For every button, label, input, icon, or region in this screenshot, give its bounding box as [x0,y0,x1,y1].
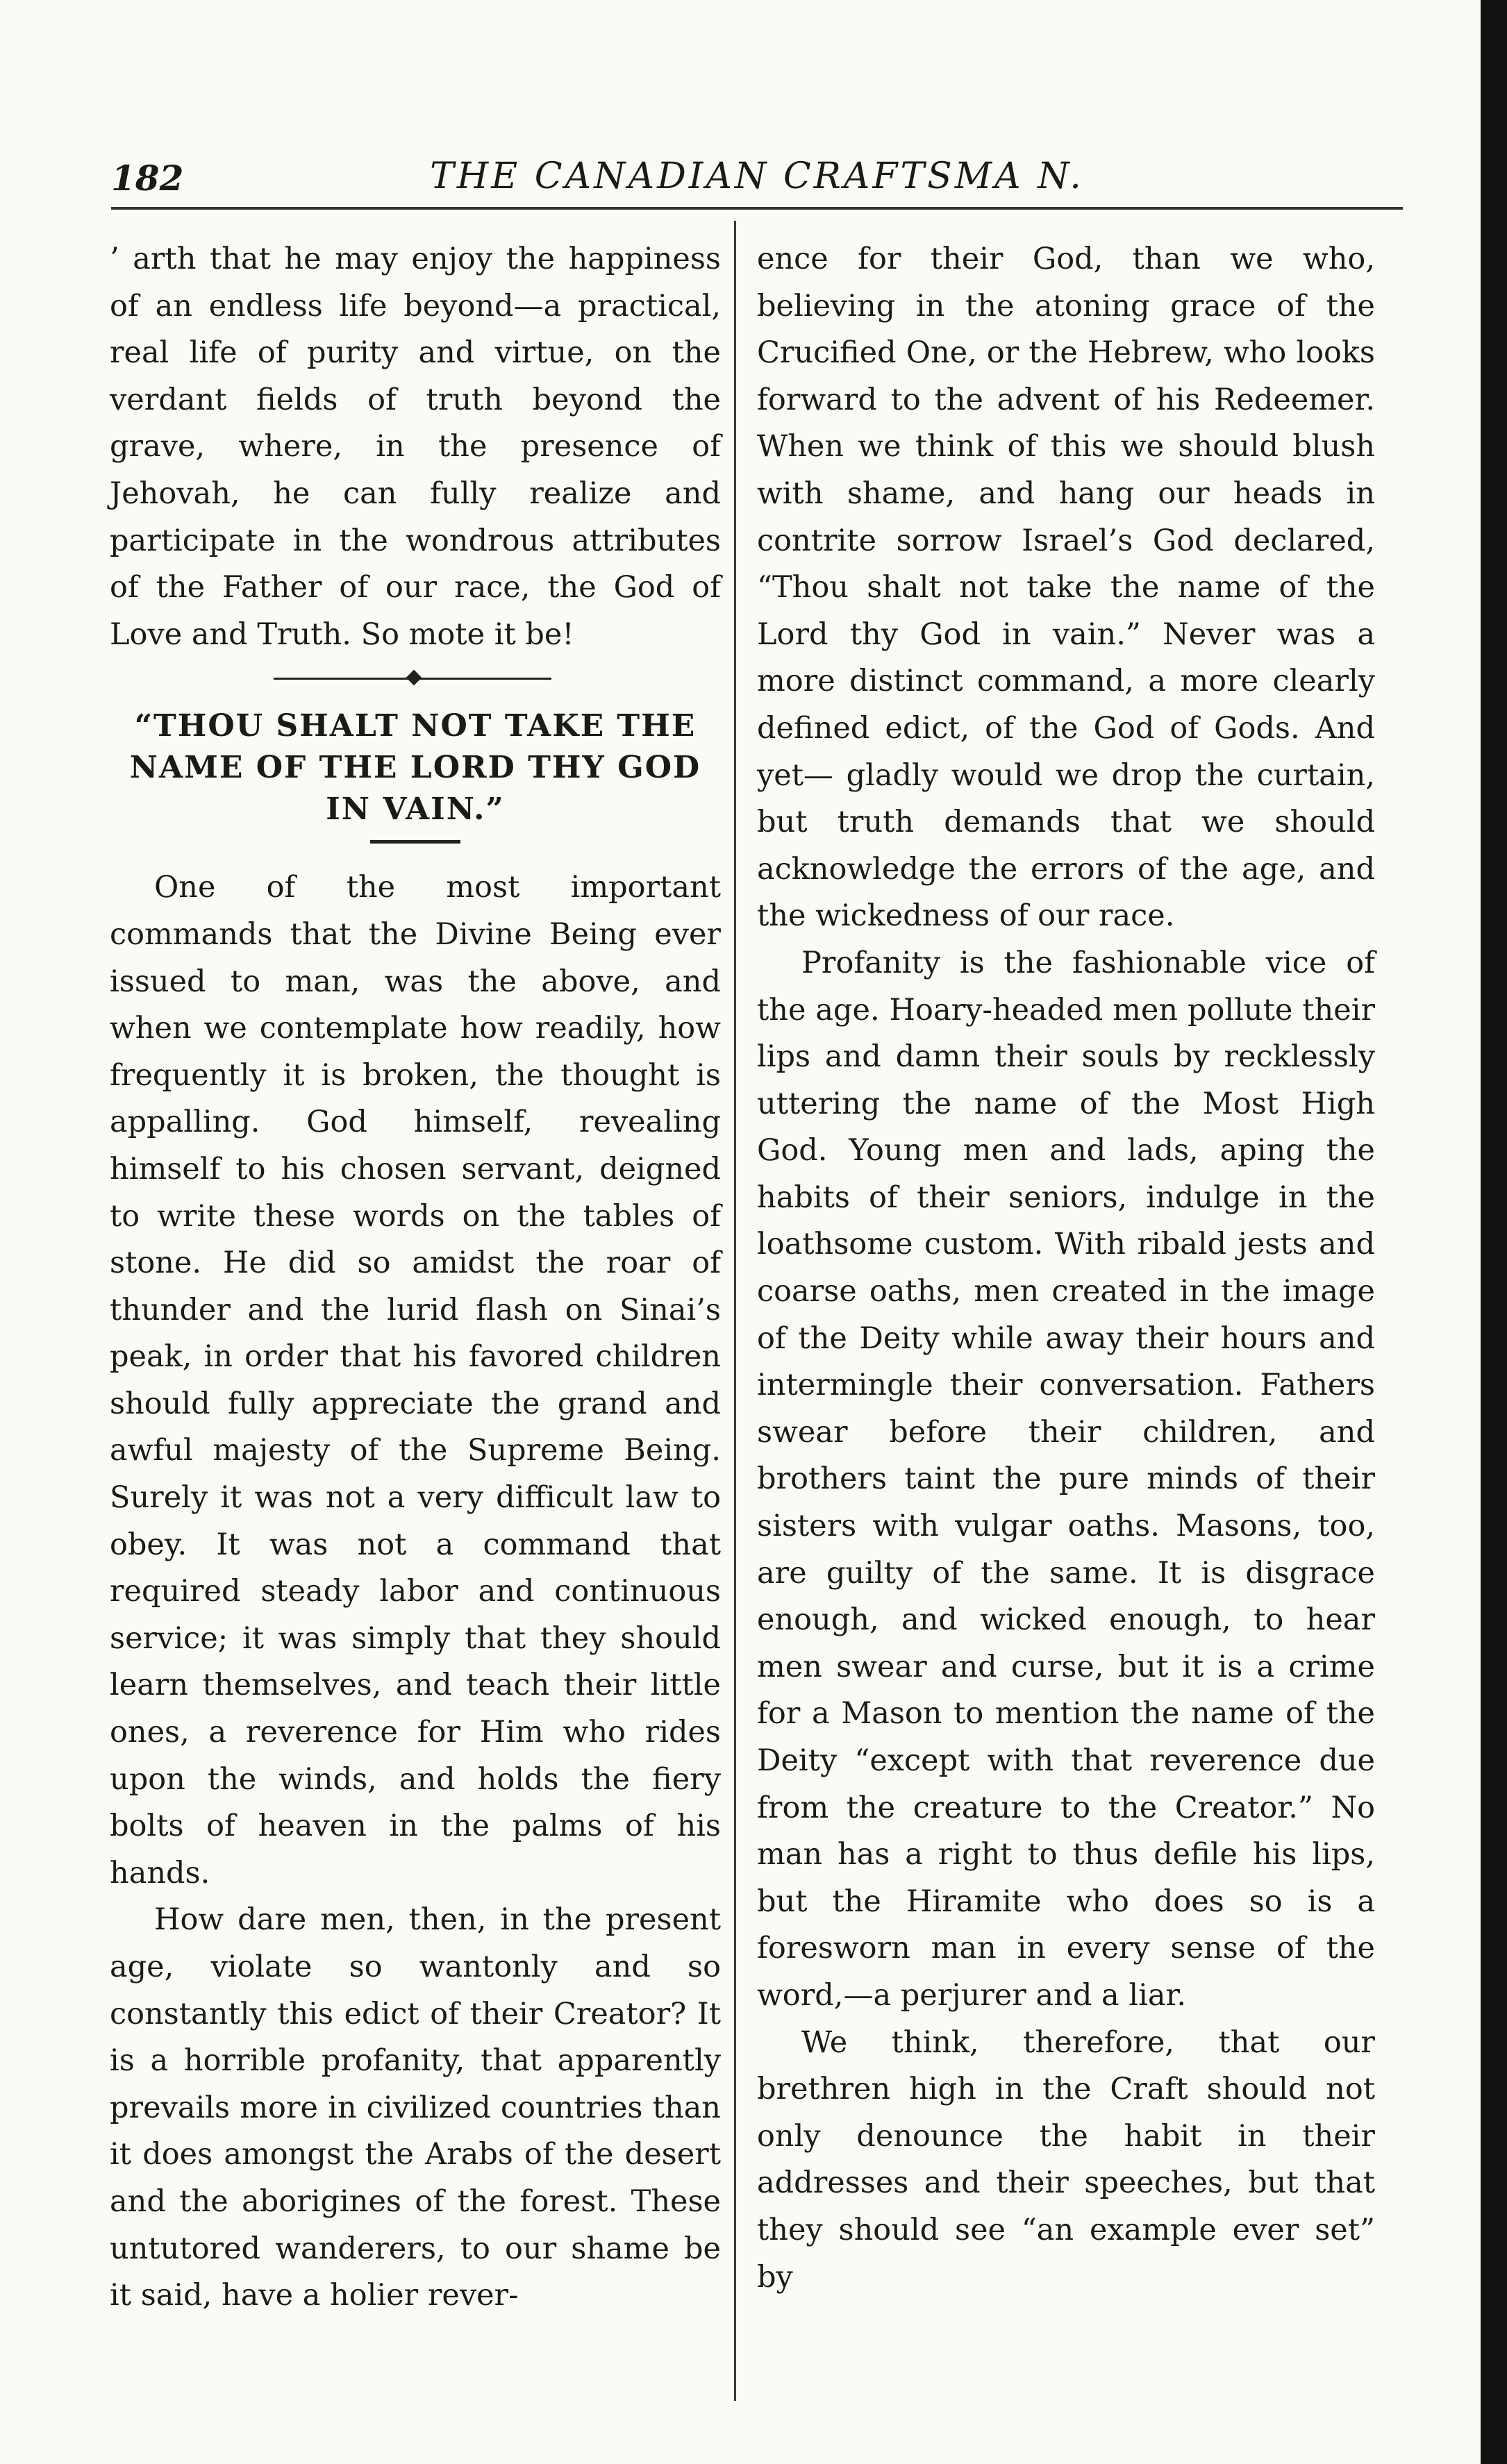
body-paragraph: ence for their God, than we who, believing in the atoning grace of the Crucified One, or the Hebrew, who looks forward to the advent of his Redeemer. When we think of this we should blush with shame, and hang our heads in contrite sorrow Israel’s God declared, “Thou shalt not take the name of the Lord thy God in vain.” Never was a more distinct command, a more clearly defined edict, of the God of Gods. And yet— gladly would we drop the curtain, but truth demands that we should acknowledge the errors of the age, and the wickedness of our race. [757,242,1375,934]
column-divider [734,221,736,2401]
right-column [757,236,1375,2301]
body-paragraph: Profanity is the fashionable vice of the age. Hoary-headed men pollute their lips and damn their souls by recklessly uttering the name of the Most High God. Young men and lads, aping the habits of their seniors, indulge in the loathsome custom. With ribald jests and coarse oaths, men created in the image of the Deity while away their hours and intermingle their conversation. Fathers swear before their children, and brothers taint the pure minds of their sisters with vulgar oaths. Masons, too, are guilty of the same. It is disgrace enough, and wicked enough, to hear men swear and curse, but it is a crime for a Mason to mention the name of the Deity “except with that reverence due from the creature to the Creator.” No man has a right to thus defile his lips, but the Hiramite who does so is a foresworn man in every sense of the word,—a perjurer and a liar. [757,945,1375,2013]
article-title: “THOU SHALT NOT TAKE THE NAME OF THE LORD THY GOD IN VAIN.” [129,708,701,828]
header-rule [111,207,1403,210]
page-header [111,147,1403,203]
body-paragraph: We think, therefore, that our brethren high in the Craft should not only denounce the habit in their addresses and their speeches, but that they should see “an example ever set” by [757,2025,1375,2295]
running-head: THE CANADIAN CRAFTSMA N. [430,156,1084,197]
ornament-diamond-icon [406,670,422,686]
left-column [110,236,721,2320]
section-ornament [110,665,721,693]
title-rule [370,840,460,844]
scan-edge-shadow [1481,0,1507,2464]
body-paragraph: One of the most important commands that the Divine Being ever issued to man, was the above, and when we contemplate how readily, how frequently it is broken, the thought is appalling. God himself, revealing himself to his chosen servant, deigned to write these words on the tables of stone. He did so amidst the roar of thunder and the lurid flash on Sinai’s peak, in order that his favored children should fully appreciate the grand and awful majesty of the Supreme Being. Surely it was not a very difficult law to obey. It was not a command that required steady labor and continuous service; it was simply that they should learn themselves, and teach their little ones, a reverence for Him who rides upon the winds, and holds the fiery bolts of heaven in the palms of his hands. [110,870,721,1891]
page-number: 182 [111,158,184,199]
body-paragraph: How dare men, then, in the present age, violate so wantonly and so constantly this edict of their Creator? It is a horrible profanity, that apparently prevails more in civilized countries than it does amongst the Arabs of the desert and the aborigines of the forest. These untutored wanderers, to our shame be it said, have a holier rever- [110,1902,721,2313]
continuation-paragraph: ’ arth that he may enjoy the happiness of an endless life beyond—a practical, real life of purity and virtue, on the verdant fields of truth beyond the grave, where, in the presence of Jehovah, he can fully realize and participate in the wondrous attributes of the Father of our race, the God of Love and Truth. So mote it be! [110,242,721,652]
